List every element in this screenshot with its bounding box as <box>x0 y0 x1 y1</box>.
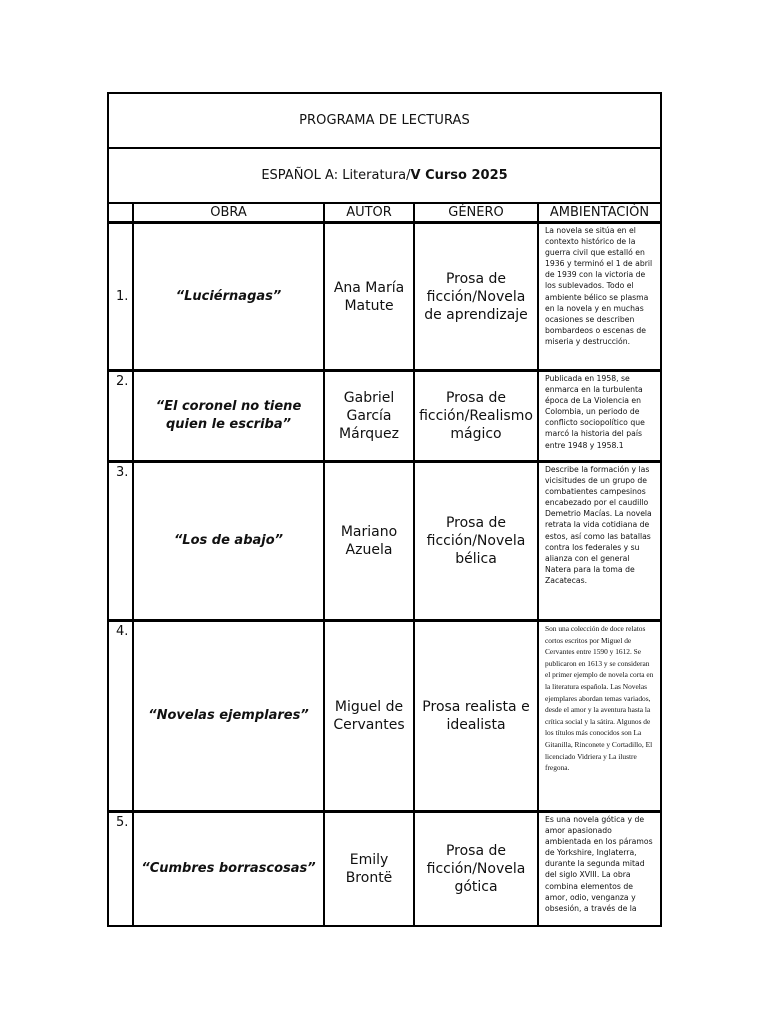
table-border-bottom <box>107 925 662 927</box>
row-2-number: 2. <box>116 374 129 389</box>
row-5-setting: Es una novela gótica y de amor apasionado ambientada en los páramos de Yorkshire, Inglaterra, durante la segunda mitad del siglo XVIII. La obra combina elementos de amor, odio, venganza y obsesión, a través de la <box>545 815 653 913</box>
table-border-right <box>660 92 662 927</box>
row-1-setting: La novela se sitúa en el contexto histórico de la guerra civil que estalló en 1936 y terminó el 1 de abril de 1939 con la victoria de los sublevados. Todo el ambiente bélico se plasma en la novela y en muchas ocasiones se describen bombardeos o escenas de miseria y destrucción. <box>545 226 653 346</box>
row-1-author: Ana María Matute <box>333 279 405 314</box>
header-obra: OBRA <box>210 205 247 220</box>
row-1-number: 1. <box>116 289 129 304</box>
row-2-setting: Publicada en 1958, se enmarca en la turbulenta época de La Violencia en Colombia, un periodo de conflicto sociopolítico que marcó la historia del país entre 1948 y 1958.1 <box>545 374 645 450</box>
row-3-setting: Describe la formación y las vicisitudes de un grupo de combatientes campesinos encabezado por el caudillo Demetrio Macías. La novela retrata la vida cotidiana de estos, así como las batallas contra los federales y su alianza con el general Natera para la toma de Zacatecas. <box>545 465 652 585</box>
row-2-genre: Prosa de ficción/Realismo mágico <box>419 390 533 442</box>
row-4-genre: Prosa realista e idealista <box>422 699 530 733</box>
row-4-author: Miguel de Cervantes <box>333 699 405 733</box>
row-3-number: 3. <box>116 465 129 480</box>
row-5-number: 5. <box>116 815 129 830</box>
document-subtitle <box>109 149 660 202</box>
document-title: PROGRAMA DE LECTURAS <box>299 113 470 128</box>
row-4-work: “Novelas ejemplares” <box>148 708 309 723</box>
row-3-work: “Los de abajo” <box>173 533 284 548</box>
header-autor: AUTOR <box>346 205 392 220</box>
subtitle-prefix: ESPAÑOL A: Literatura/ <box>261 168 411 183</box>
row-1-work: “Luciérnagas” <box>175 288 282 304</box>
header-ambientacion: AMBIENTACIÓN <box>549 205 650 220</box>
reading-program-table <box>107 92 662 927</box>
header-genero: GÉNERO <box>448 205 504 220</box>
row-5-work: “Cumbres borrascosas” <box>141 861 316 876</box>
row-5-author: Emily Brontë <box>345 852 393 886</box>
row-2-author: Gabriel García Márquez <box>339 390 399 442</box>
row-4-number: 4. <box>116 624 129 639</box>
row-2-work: “El coronel no tiene quien le escriba” <box>155 399 302 432</box>
row-3-author: Mariano Azuela <box>340 524 398 558</box>
row-3-genre: Prosa de ficción/Novela bélica <box>426 515 526 567</box>
subtitle-course: V Curso 2025 <box>410 168 508 183</box>
row-5-genre: Prosa de ficción/Novela gótica <box>426 843 526 895</box>
row-4-setting: Son una colección de doce relatos cortos escritos por Miguel de Cervantes entre 1590 y 1612. Se publicaron en 1613 y se consideran el primer ejemplo de novela corta en la literatura española. Las Novelas ejemplares abordan temas variados, desde el amor y la aventura hasta la crítica social y la sátira. Algunos de los títulos más conocidos son La Gitanilla, Rinconete y Cortadillo, El licenciado Vidriera y La ilustre fregona. <box>545 624 654 773</box>
row-1-genre: Prosa de ficción/Novela de aprendizaje <box>424 270 528 323</box>
